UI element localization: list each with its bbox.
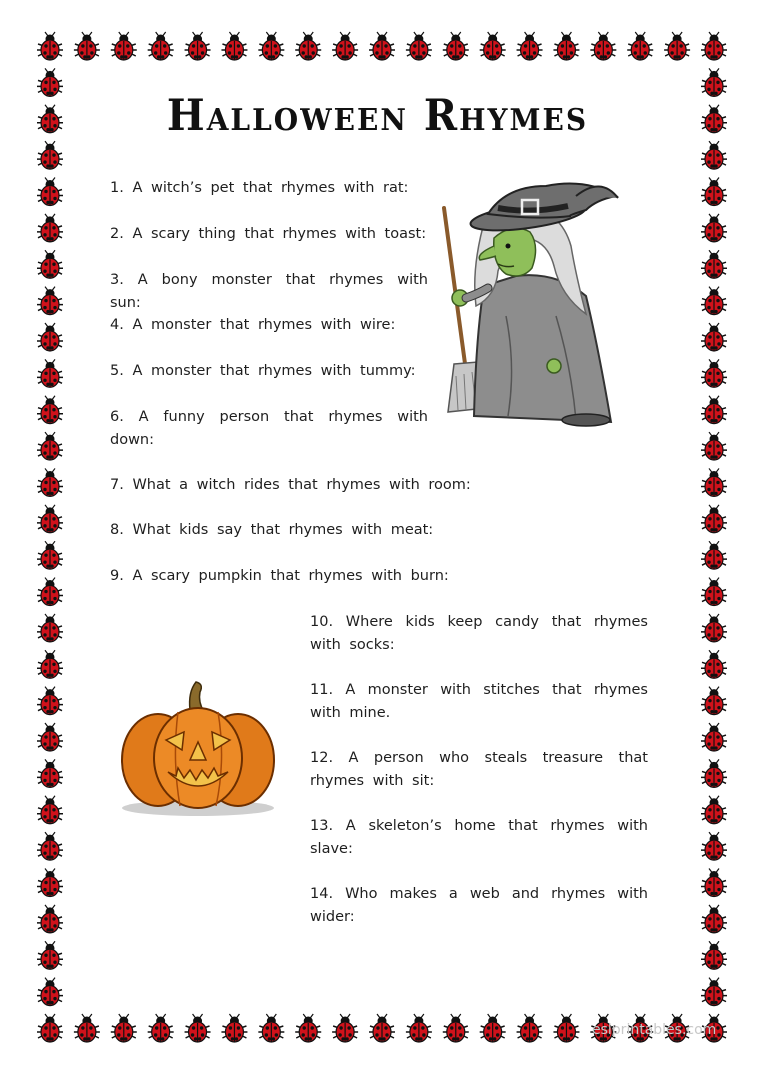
ladybug-icon [37, 141, 63, 169]
ladybug-icon [37, 796, 63, 824]
ladybug-icon [369, 32, 395, 60]
ladybug-icon [480, 32, 506, 60]
ladybug-icon [258, 32, 284, 60]
ladybug-icon [701, 796, 727, 824]
question-7: 7. What a witch rides that rhymes with room: [110, 477, 471, 493]
ladybug-icon [406, 32, 432, 60]
ladybug-icon [701, 759, 727, 787]
ladybug-icon [701, 578, 727, 606]
ladybug-icon [37, 396, 63, 424]
ladybug-icon [701, 832, 727, 860]
ladybug-icon [369, 1014, 395, 1042]
ladybug-icon [443, 1014, 469, 1042]
ladybug-icon [37, 650, 63, 678]
ladybug-icon [332, 32, 358, 60]
ladybug-icon [701, 250, 727, 278]
ladybug-icon [185, 32, 211, 60]
question-10: 10. Where kids keep candy that rhymes with socks: [310, 614, 648, 653]
ladybug-icon [480, 1014, 506, 1042]
ladybug-icon [701, 468, 727, 496]
ladybug-icon [443, 32, 469, 60]
ladybug-icon [664, 32, 690, 60]
ladybug-icon [701, 614, 727, 642]
ladybug-icon [590, 32, 616, 60]
ladybug-icon [74, 32, 100, 60]
ladybug-icon [258, 1014, 284, 1042]
ladybug-icon [701, 541, 727, 569]
ladybug-icon [701, 869, 727, 897]
ladybug-icon [37, 578, 63, 606]
ladybug-icon [148, 32, 174, 60]
ladybug-icon [37, 723, 63, 751]
ladybug-icon [37, 359, 63, 387]
ladybug-icon [701, 687, 727, 715]
ladybug-icon [701, 432, 727, 460]
ladybug-icon [37, 905, 63, 933]
ladybug-icon [517, 1014, 543, 1042]
ladybug-icon [221, 1014, 247, 1042]
ladybug-icon [701, 32, 727, 60]
ladybug-icon [37, 214, 63, 242]
ladybug-icon [701, 396, 727, 424]
ladybug-icon [185, 1014, 211, 1042]
page-title: Halloween Rhymes [166, 90, 589, 141]
ladybug-icon [295, 1014, 321, 1042]
ladybug-icon [701, 177, 727, 205]
ladybug-icon [37, 869, 63, 897]
ladybug-icon [37, 323, 63, 351]
ladybug-icon [701, 941, 727, 969]
ladybug-icon [627, 32, 653, 60]
ladybug-icon [37, 978, 63, 1006]
question-11: 11. A monster with stitches that rhymes with mine. [310, 682, 648, 721]
ladybug-icon [701, 287, 727, 315]
ladybug-icon [701, 68, 727, 96]
ladybug-icon [221, 32, 247, 60]
ladybug-icon [37, 759, 63, 787]
witch-illustration [436, 176, 626, 428]
ladybug-icon [295, 32, 321, 60]
question-2: 2. A scary thing that rhymes with toast: [110, 226, 427, 242]
jack-o-lantern-illustration [118, 680, 278, 818]
ladybug-icon [148, 1014, 174, 1042]
ladybug-icon [701, 141, 727, 169]
ladybug-icon [332, 1014, 358, 1042]
ladybug-icon [37, 32, 63, 60]
ladybug-icon [701, 650, 727, 678]
ladybug-icon [37, 250, 63, 278]
question-6: 6. A funny person that rhymes with down: [110, 409, 428, 448]
ladybug-icon [37, 941, 63, 969]
question-4: 4. A monster that rhymes with wire: [110, 317, 396, 333]
question-13: 13. A skeleton’s home that rhymes with slave: [310, 818, 648, 857]
question-14: 14. Who makes a web and rhymes with wider: [310, 886, 648, 925]
ladybug-icon [701, 723, 727, 751]
question-9: 9. A scary pumpkin that rhymes with burn: [110, 568, 449, 584]
ladybug-icon [701, 905, 727, 933]
ladybug-icon [701, 323, 727, 351]
question-12: 12. A person who steals treasure that rhymes with sit: [310, 750, 648, 789]
ladybug-icon [37, 1014, 63, 1042]
ladybug-icon [111, 1014, 137, 1042]
question-5: 5. A monster that rhymes with tummy: [110, 363, 416, 379]
ladybug-icon [111, 32, 137, 60]
ladybug-icon [701, 214, 727, 242]
ladybug-icon [701, 978, 727, 1006]
watermark: eslprintables.com [592, 1022, 717, 1038]
ladybug-icon [37, 505, 63, 533]
ladybug-icon [37, 614, 63, 642]
ladybug-icon [406, 1014, 432, 1042]
ladybug-icon [37, 177, 63, 205]
ladybug-icon [553, 1014, 579, 1042]
question-8: 8. What kids say that rhymes with meat: [110, 522, 434, 538]
ladybug-icon [37, 105, 63, 133]
question-1: 1. A witch’s pet that rhymes with rat: [110, 180, 409, 196]
ladybug-icon [37, 68, 63, 96]
ladybug-icon [701, 505, 727, 533]
ladybug-icon [517, 32, 543, 60]
ladybug-icon [37, 541, 63, 569]
ladybug-icon [37, 687, 63, 715]
ladybug-icon [701, 359, 727, 387]
ladybug-icon [37, 432, 63, 460]
ladybug-icon [701, 105, 727, 133]
question-3: 3. A bony monster that rhymes with sun: [110, 272, 428, 311]
ladybug-icon [37, 468, 63, 496]
ladybug-icon [553, 32, 579, 60]
ladybug-icon [37, 287, 63, 315]
ladybug-icon [74, 1014, 100, 1042]
ladybug-icon [37, 832, 63, 860]
